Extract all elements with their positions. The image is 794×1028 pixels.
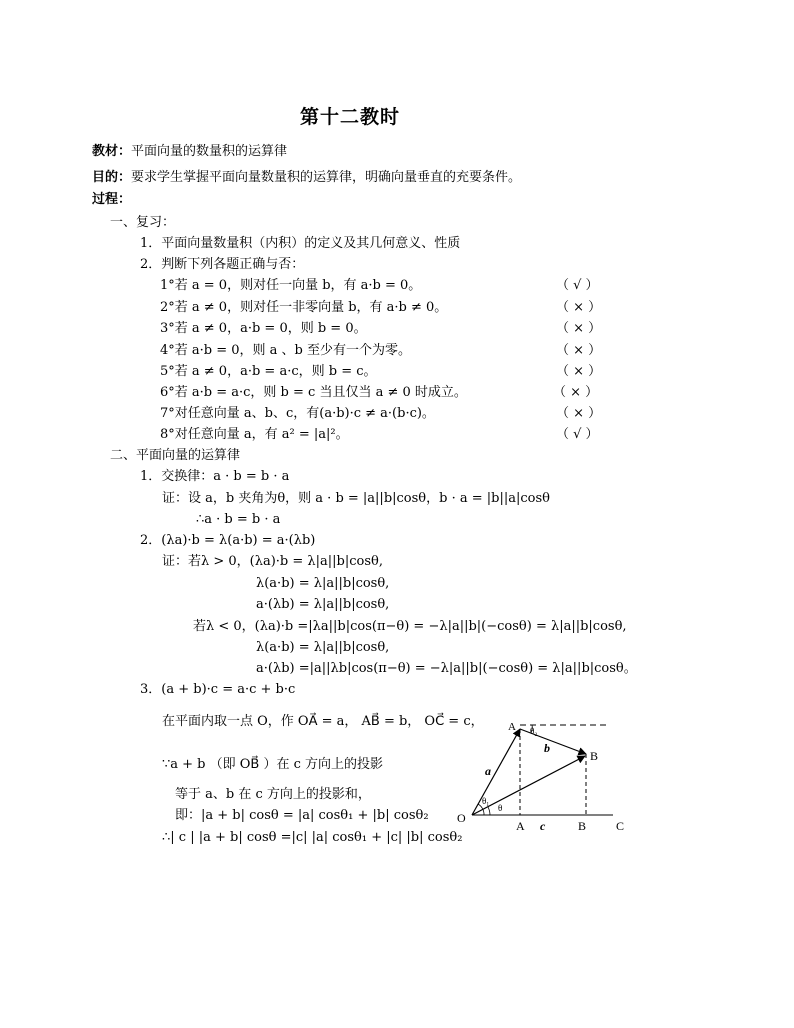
law1-conclusion: ∴a · b = b · a xyxy=(196,512,281,527)
judgment-mark-3: （ × ） xyxy=(556,321,602,336)
judgment-mark-6: （ × ） xyxy=(553,385,599,400)
judgment-3: 3°若 a ≠ 0，a·b = 0，则 b = 0。 xyxy=(160,321,367,336)
law3-line-3: 等于 a、b 在 c 方向上的投影和， xyxy=(175,787,371,802)
laws-heading: 二、平面向量的运算律 xyxy=(110,448,241,463)
law3-line-4: 即：|a + b| cosθ = |a| cosθ₁ + |b| cosθ₂ xyxy=(175,808,429,823)
judgment-4: 4°若 a·b = 0，则 a 、b 至少有一个为零。 xyxy=(160,343,412,358)
law2-line-2: λ(a·b) = λ|a||b|cosθ, xyxy=(256,576,390,591)
judgment-mark-5: （ × ） xyxy=(556,364,602,379)
review-item-2: 2．判断下列各题正确与否： xyxy=(140,257,305,272)
review-item-1: 1．平面向量数量积（内积）的定义及其几何意义、性质 xyxy=(140,236,461,251)
vector-projection-figure xyxy=(448,712,648,842)
judgment-7: 7°对任意向量 a、b、c，有(a·b)·c ≠ a·(b·c)。 xyxy=(160,406,435,421)
law3-line-5: ∴| c | |a + b| cosθ =|c| |a| cosθ₁ + |c| |b| cosθ₂ xyxy=(162,830,463,845)
page-title: 第十二教时 xyxy=(300,106,401,128)
judgment-2: 2°若 a ≠ 0，则对任一非零向量 b，有 a·b ≠ 0。 xyxy=(160,300,448,315)
law1-proof: 证：设 a，b 夹角为θ，则 a · b = |a||b|cosθ，b · a = |b||a|cosθ xyxy=(162,491,550,506)
vector-c-label: c xyxy=(540,819,546,833)
judgment-mark-8: （ √ ） xyxy=(556,427,599,442)
law2-line-1: 证：若λ > 0，(λa)·b = λ|a||b|cosθ, xyxy=(162,554,383,569)
law2-line-3: a·(λb) = λ|a||b|cosθ, xyxy=(256,597,390,612)
judgment-5: 5°若 a ≠ 0，a·b = a·c，则 b = c。 xyxy=(160,364,377,379)
aim-label: 目的： xyxy=(92,170,132,185)
point-o-label: O xyxy=(457,811,466,825)
law3-line-1: 在平面内取一点 O，作 OA⃗ = a， AB⃗ = b， OC⃗ = c， xyxy=(162,714,484,729)
point-b-axis-label: B xyxy=(578,819,587,833)
material-text: 平面向量的数量积的运算律 xyxy=(131,144,288,159)
point-c-label: C xyxy=(616,819,625,833)
judgment-8: 8°对任意向量 a，有 a² = |a|²。 xyxy=(160,427,349,442)
law1-title: 1．交换律：a · b = b · a xyxy=(140,469,290,484)
angle-theta1-label: θ₁ xyxy=(482,796,490,806)
material-label: 教材： xyxy=(92,144,132,159)
law2-line-5: λ(a·b) = λ|a||b|cosθ, xyxy=(256,640,390,655)
judgment-6: 6°若 a·b = a·c，则 b = c 当且仅当 a ≠ 0 时成立。 xyxy=(160,385,467,400)
judgment-mark-1: （ √ ） xyxy=(556,278,599,293)
aim-text: 要求学生掌握平面向量数量积的运算律，明确向量垂直的充要条件。 xyxy=(131,170,522,185)
law2-line-6: a·(λb) =|a||λb|cos(π−θ) = −λ|a||b|(−cosθ) = λ|a||b|cosθ。 xyxy=(256,661,637,676)
vector-a-label: a xyxy=(485,764,491,778)
law2-line-4: 若λ < 0，(λa)·b =|λa||b|cos(π−θ) = −λ|a||b|(−cosθ) = λ|a||b|cosθ, xyxy=(193,619,627,634)
material-line xyxy=(92,143,287,161)
point-a-top-label: A xyxy=(508,721,516,733)
review-heading: 一、复习： xyxy=(110,215,176,230)
judgment-mark-7: （ × ） xyxy=(556,406,602,421)
point-b-label: B xyxy=(590,749,599,763)
aim-line xyxy=(92,169,521,187)
judgment-mark-4: （ × ） xyxy=(556,343,602,358)
judgment-mark-2: （ × ） xyxy=(556,300,602,315)
angle-theta-arc xyxy=(488,807,490,815)
law2-title: 2．(λa)·b = λ(a·b) = a·(λb) xyxy=(140,533,316,548)
process-label: 过程： xyxy=(92,192,132,207)
vector-b-label: b xyxy=(544,741,550,755)
law3-title: 3．(a + b)·c = a·c + b·c xyxy=(140,682,296,697)
point-a-label: A xyxy=(516,819,525,833)
judgment-1: 1°若 a = 0，则对任一向量 b，有 a·b = 0。 xyxy=(160,278,422,293)
angle-theta2-label: θ₂ xyxy=(530,726,538,736)
law3-line-2: ∵a + b （即 OB⃗ ）在 c 方向上的投影 xyxy=(162,757,384,772)
angle-theta-label: θ xyxy=(498,803,503,813)
